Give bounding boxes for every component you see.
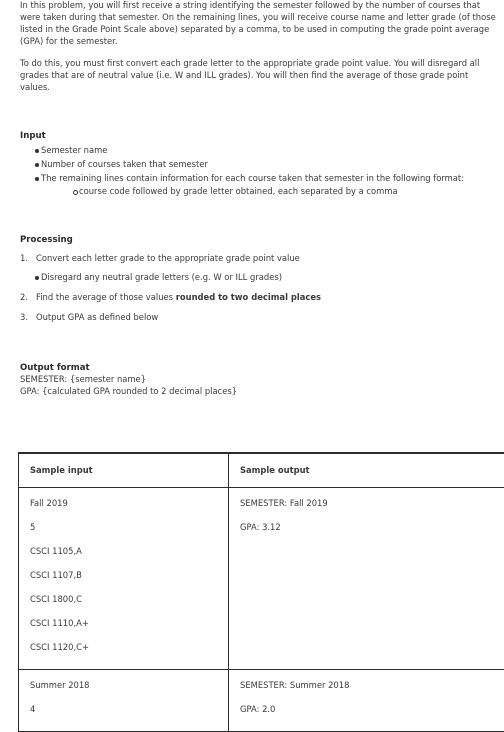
output-line: SEMESTER: Summer 2018: [240, 679, 504, 703]
input-list: [20, 145, 500, 199]
sample-output-header: Sample output: [229, 453, 504, 488]
input-line: Summer 2018: [30, 679, 228, 703]
output-format-line-1: SEMESTER: {semester name}: [20, 374, 500, 386]
input-line: CSCI 1107,B: [30, 569, 228, 593]
step-text-plain: Find the average of those values: [36, 292, 176, 302]
list-item-text: The remaining lines contain information for each course taken that semester in the following format:: [41, 173, 464, 183]
sample-output-cell: [229, 488, 504, 670]
step-text-bold: rounded to two decimal places: [176, 292, 321, 302]
output-line: GPA: 2.0: [240, 703, 504, 727]
sub-list-item: course code followed by grade letter obtained, each separated by a comma: [41, 186, 500, 198]
sample-table: [18, 452, 504, 732]
table-row: [19, 670, 504, 732]
output-format-heading: Output format: [20, 362, 500, 374]
list-item: Number of courses taken that semester: [20, 159, 500, 171]
output-format-line-2: GPA: {calculated GPA rounded to 2 decimal places}: [20, 386, 500, 398]
intro-paragraph-2: To do this, you must first convert each grade letter to the appropriate grade point value. You will disregard all grades that are of neutral value (i.e. W and ILL grades). You will then find the average of those grade point values.: [20, 58, 500, 94]
table-header-row: [19, 453, 504, 488]
sample-input-header: Sample input: [19, 453, 229, 488]
output-line: GPA: 3.12: [240, 521, 504, 545]
input-line: CSCI 1105,A: [30, 545, 228, 569]
step-number: 2.: [20, 292, 36, 304]
step-number: 1.: [20, 253, 36, 265]
processing-heading: Processing: [20, 234, 500, 246]
input-line: CSCI 1110,A+: [30, 617, 228, 641]
input-line: Fall 2019: [30, 497, 228, 521]
intro-paragraph-1: In this problem, you will first receive a string identifying the semester followed by the number of courses that were taken during that semester. On the remaining lines, you will receive course name and letter grade (of those listed in the Grade Point Scale above) separated by a comma, to be used in computing the grade point average (GPA) for the semester.: [20, 0, 500, 48]
list-item: [20, 173, 500, 199]
sample-input-cell: [19, 670, 229, 732]
input-sub-list: [41, 186, 500, 198]
step-text: Convert each letter grade to the appropriate grade point value: [36, 253, 300, 265]
step-text: Output GPA as defined below: [36, 312, 158, 324]
step-number: 3.: [20, 312, 36, 324]
output-line: SEMESTER: Fall 2019: [240, 497, 504, 521]
processing-step-3: [20, 312, 500, 324]
processing-step-2: [20, 292, 500, 304]
processing-step-1: [20, 253, 500, 265]
sample-input-cell: [19, 488, 229, 670]
input-line: 5: [30, 521, 228, 545]
input-line: CSCI 1800,C: [30, 593, 228, 617]
table-row: [19, 488, 504, 670]
input-line: 4: [30, 703, 228, 727]
processing-step-1-note: Disregard any neutral grade letters (e.g. W or ILL grades): [20, 272, 500, 284]
step-text: [36, 292, 321, 304]
input-heading: Input: [20, 130, 500, 142]
problem-description: [20, 0, 500, 398]
sample-output-cell: [229, 670, 504, 732]
input-line: CSCI 1120,C+: [30, 641, 228, 665]
list-item: Semester name: [20, 145, 500, 157]
